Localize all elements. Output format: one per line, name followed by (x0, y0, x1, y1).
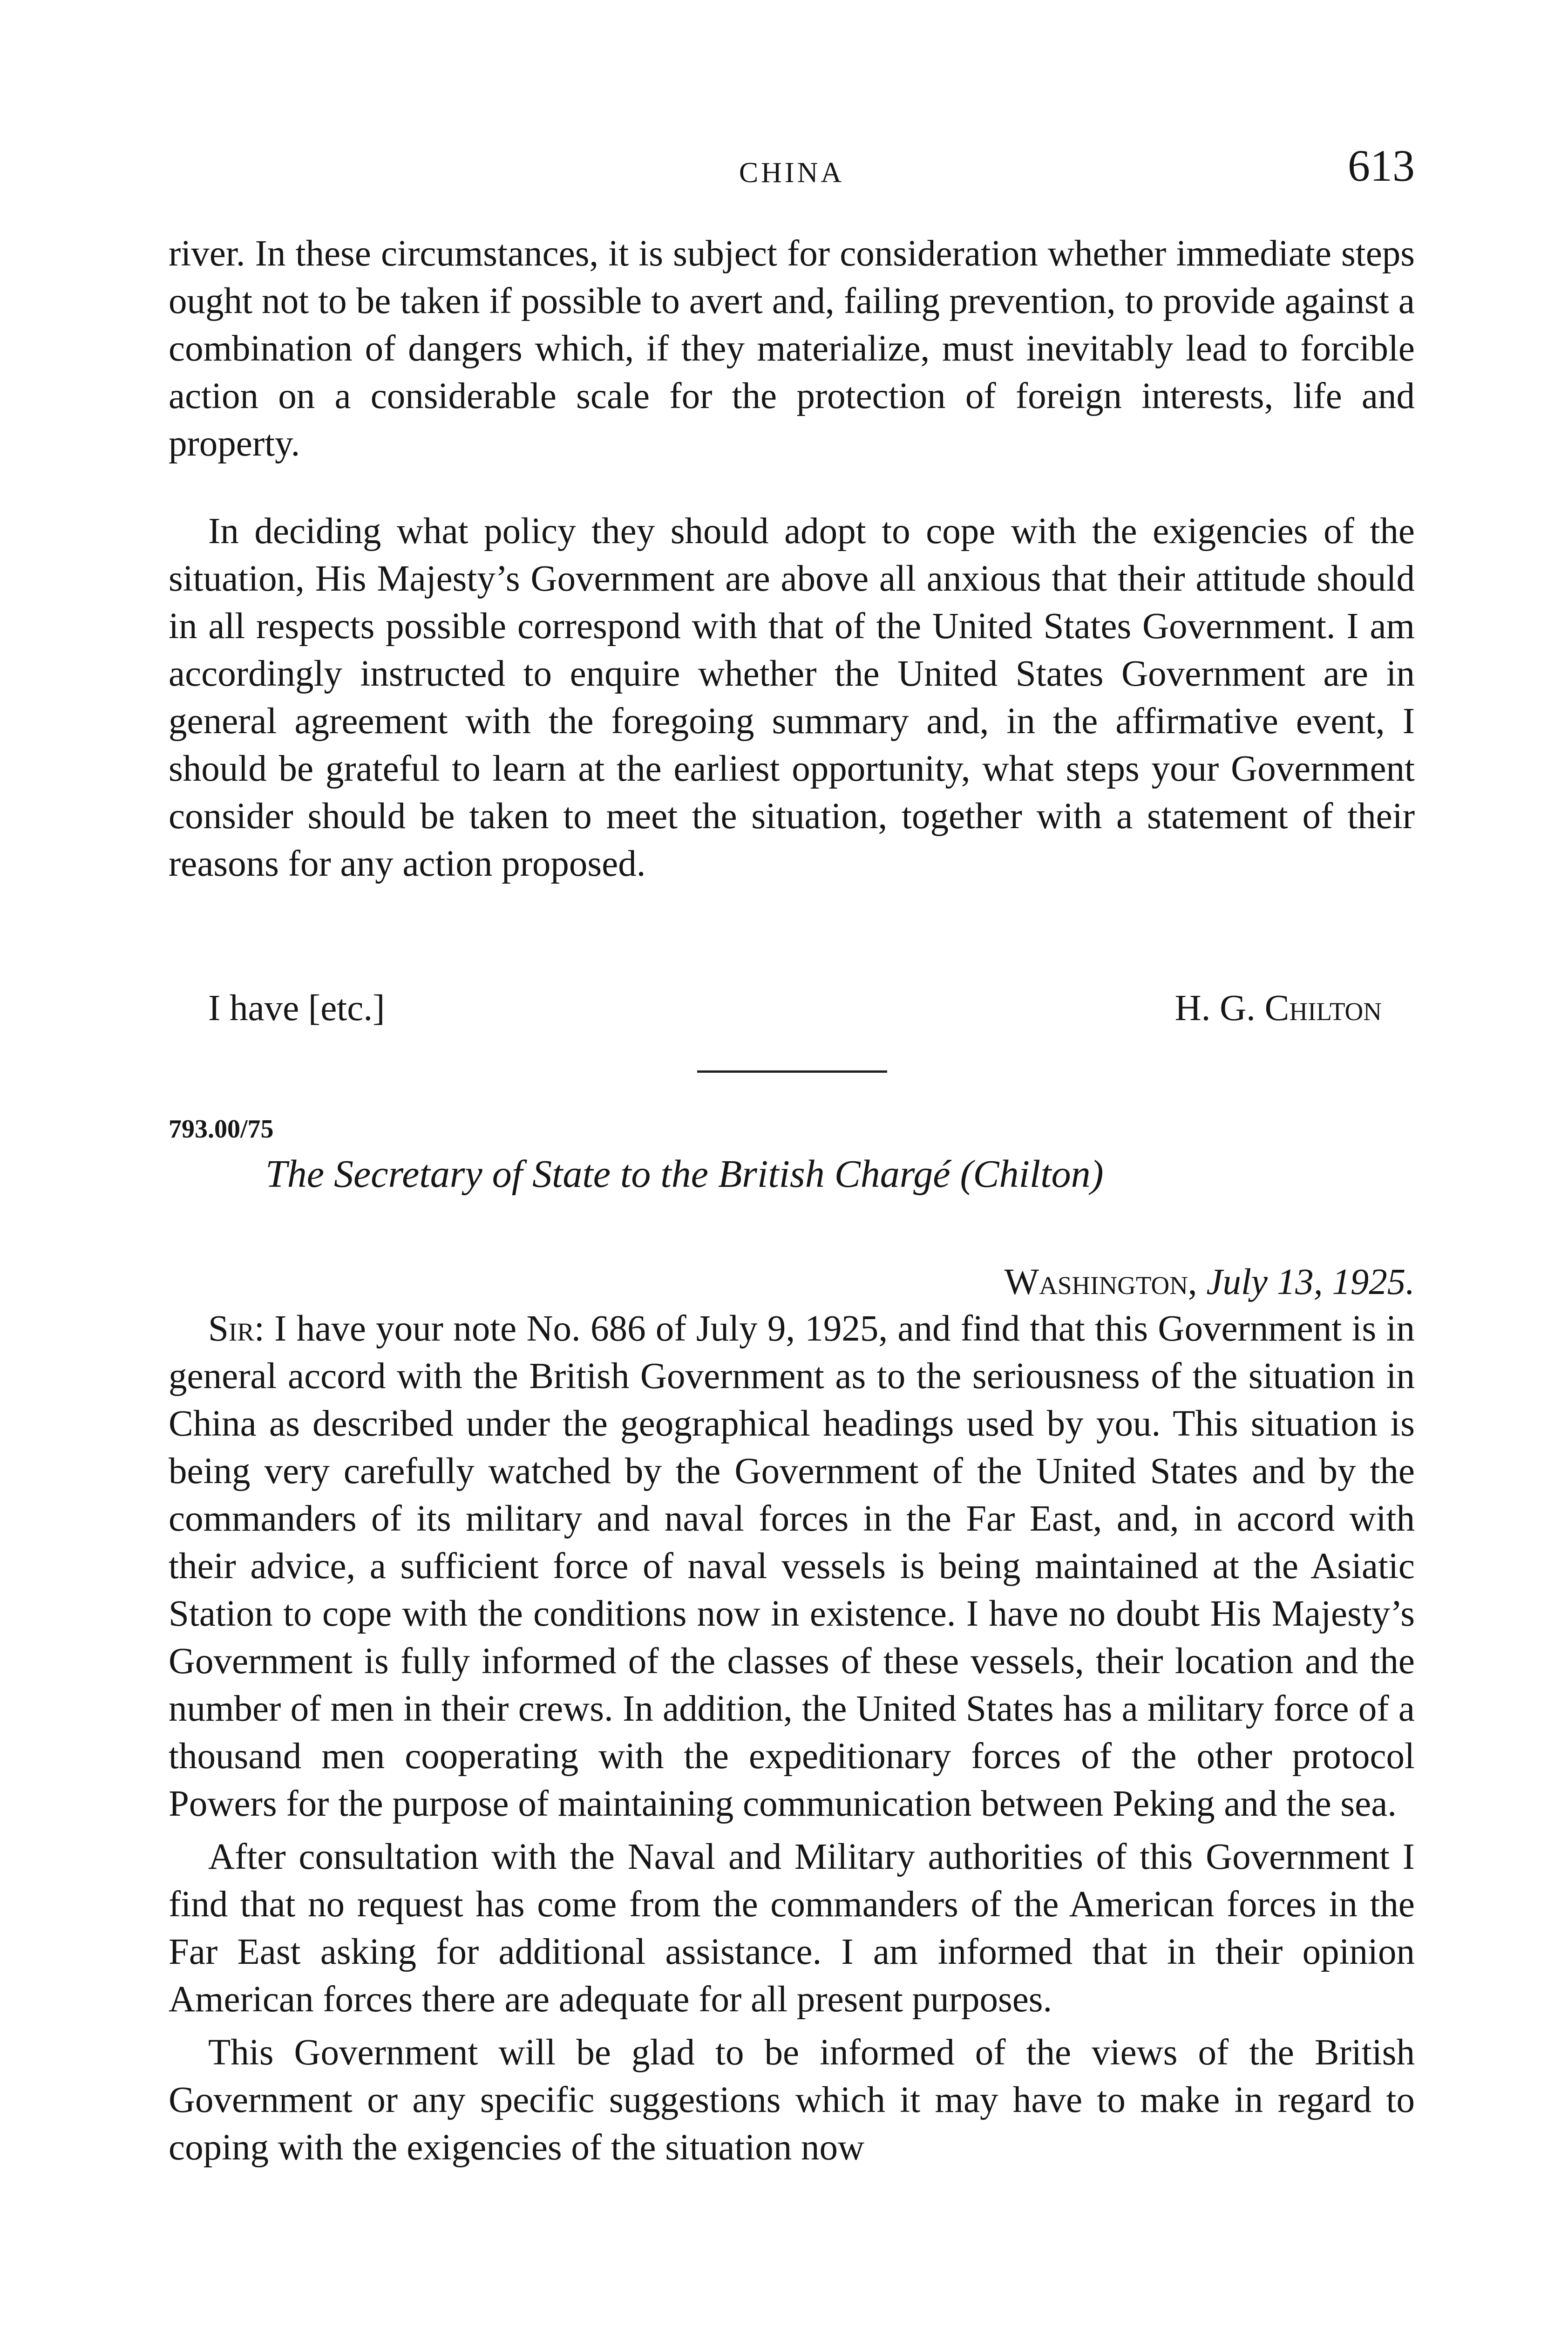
running-title: CHINA (739, 157, 845, 189)
dateline-place: Washington, (1004, 1262, 1197, 1302)
paragraph-continued: river. In these circumstances, it is subject for consideration whether immediate steps ought not to be taken if possible to avert and, failing prevention, to provide against a combination of dangers which, if they materialize, must inevitably lead to forcible action on a considerable scale for the protection of foreign interests, life and property. (169, 233, 1415, 464)
paragraph-policy: In deciding what policy they should adopt to cope with the exigencies of the situation, His Majesty’s Government are above all anxious that their attitude should in all respects possible correspond with that of the United States Government. I am accordingly instructed to enquire whether the United States Government are in general agreement with the foregoing summary and, in the affirmative event, I should be grateful to learn at the earliest opportunity, what steps your Government consider should be taken to meet the situation, together with a statement of their reasons for any action proposed. (169, 511, 1415, 884)
document-heading: The Secretary of State to the British Chargé (Chilton) (265, 1152, 1104, 1196)
section-divider (697, 1070, 887, 1073)
letter-policy-block (169, 508, 1415, 888)
dateline-date: July 13, 1925. (1206, 1262, 1415, 1302)
page-number: 613 (1348, 141, 1415, 191)
letter-continuation (169, 230, 1415, 468)
paragraph-reply-1-text: I have your note No. 686 of July 9, 1925, and find that this Government is in general accord with the British Government as to the seriousness of the situation in China as described under the geographical headings used by you. This situation is being very carefully watched by the Government of the United States and by the commanders of its military and naval forces in the Far East, and, in accord with their advice, a sufficient force of naval vessels is being maintained at the Asiatic Station to cope with the conditions now in existence. I have no doubt His Majesty’s Government is fully informed of the classes of these vessels, their location and the number of men in their crews. In addition, the United States has a military force of a thousand men cooperating with the expeditionary forces of the other protocol Powers for the purpose of maintaining communication between Peking and the sea. (169, 1308, 1415, 1824)
signature: H. G. Chilton (1174, 988, 1382, 1028)
paragraph-reply-1 (169, 1305, 1415, 1828)
closing-salutation: I have [etc.] (208, 988, 385, 1028)
salutation-sir: Sir: (208, 1308, 265, 1349)
dateline (1005, 1261, 1415, 1303)
reply-body (169, 1305, 1415, 2172)
running-head (169, 140, 1415, 196)
paragraph-reply-3: This Government will be glad to be informed of the views of the British Government or any specific suggestions which it may have to make in regard to coping with the exigencies of the situation now (169, 2032, 1415, 2168)
file-number: 793.00/75 (169, 1115, 274, 1144)
paragraph-reply-2: After consultation with the Naval and Military authorities of this Government I find that no request has come from the commanders of the American forces in the Far East asking for additional assistance. I am informed that in their opinion American forces there are adequate for all present purposes. (169, 1837, 1415, 2020)
